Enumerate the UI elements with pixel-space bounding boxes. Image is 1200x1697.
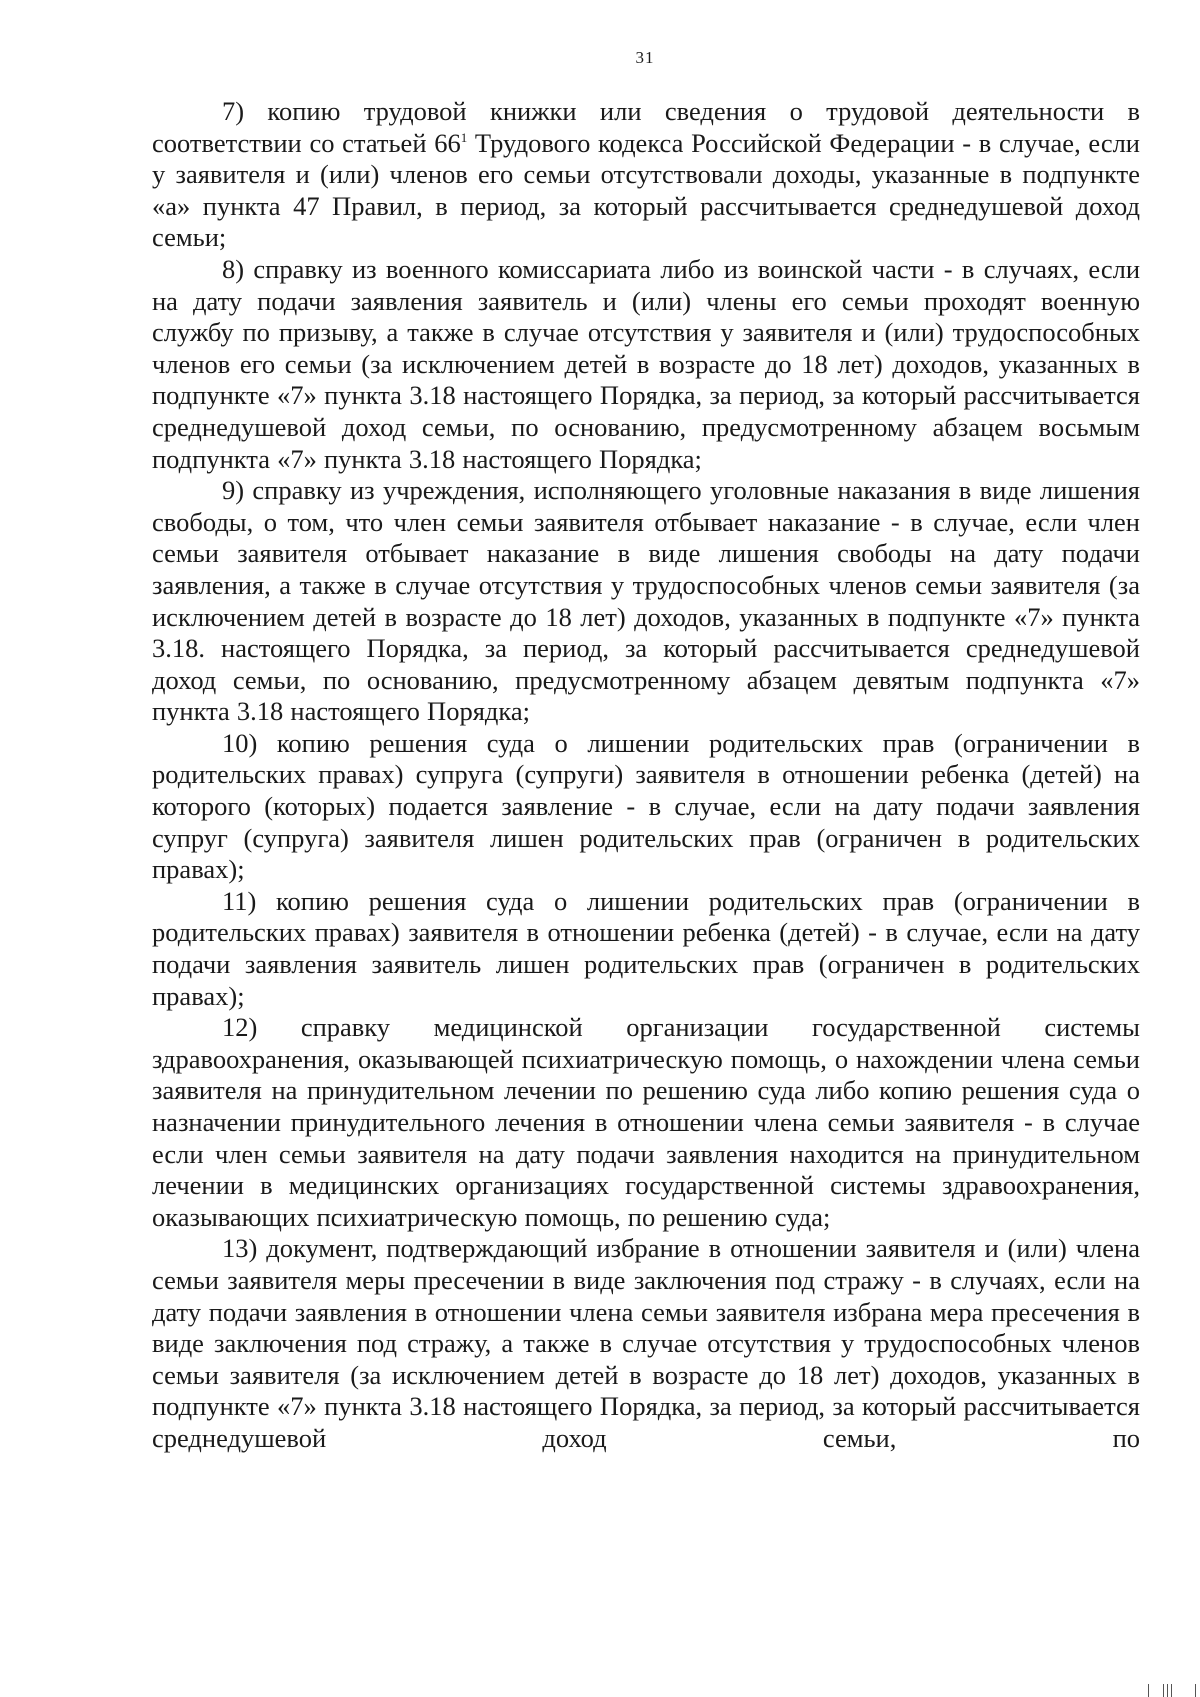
document-body — [152, 96, 1140, 1455]
paragraph-text: 7) копию трудовой книжки или сведения о трудовой деятельности в соответствии со статьей 66 — [152, 96, 1140, 158]
paragraph-item-9: 9) справку из учреждения, исполняющего уголовные наказания в виде лишения свободы, о том, что член семьи заявителя отбывает наказание - в случае, если член семьи заявителя отбывает наказание в виде лишения свободы на дату подачи заявления, а также в случае отсутствия у трудоспособных членов семьи заявителя (за исключением детей в возрасте до 18 лет) доходов, указанных в подпункте «7» пункта 3.18. настоящего Порядка, за период, за который рассчитывается среднедушевой доход семьи, по основанию, предусмотренному абзацем девятым подпункта «7» пункта 3.18 настоящего Порядка; — [152, 475, 1140, 727]
paragraph-item-10: 10) копию решения суда о лишении родительских прав (ограничении в родительских правах) супруга (супруги) заявителя в отношении ребенка (детей) на которого (которых) подается заявление - в случае, если на дату подачи заявления супруг (супруга) заявителя лишен родительских прав (ограничен в родительских правах); — [152, 727, 1140, 885]
scan-edge-marks — [1148, 1684, 1198, 1697]
paragraph-text: Трудового кодекса Российской Федерации - в случае, если у заявителя и (или) членов его семьи отсутствовали доходы, указанные в подпункте «а» пункта 47 Правил, в период, за который рассчитывается среднедушевой доход семьи; — [152, 127, 1140, 253]
paragraph-item-12: 12) справку медицинской организации государственной системы здравоохранения, оказывающей психиатрическую помощь, о нахождении члена семьи заявителя на принудительном лечении по решению суда либо копию решения суда о назначении принудительного лечения в отношении члена семьи заявителя - в случае если член семьи заявителя на дату подачи заявления находится на принудительном лечении в медицинских организациях государственной системы здравоохранения, оказывающих психиатрическую помощь, по решению суда; — [152, 1012, 1140, 1232]
page-number: 31 — [635, 48, 655, 67]
paragraph-item-8: 8) справку из военного комиссариата либо из воинской части - в случаях, если на дату подачи заявления заявитель и (или) члены его семьи проходят военную службу по призыву, а также в случае отсутствия у заявителя и (или) трудоспособных членов его семьи (за исключением детей в возрасте до 18 лет) доходов, указанных в подпункте «7» пункта 3.18 настоящего Порядка, за период, за который рассчитывается среднедушевой доход семьи, по основанию, предусмотренному абзацем восьмым подпункта «7» пункта 3.18 настоящего Порядка; — [152, 253, 1140, 474]
paragraph-item-11: 11) копию решения суда о лишении родительских прав (ограничении в родительских правах) заявителя в отношении ребенка (детей) - в случае, если на дату подачи заявления заявитель лишен родительских прав (ограничен в родительских правах); — [152, 885, 1140, 1011]
paragraph-item-7 — [152, 96, 1140, 254]
paragraph-item-13: 13) документ, подтверждающий избрание в отношении заявителя и (или) члена семьи заявителя меры пресечении в виде заключения под стражу - в случаях, если на дату подачи заявления в отношении члена семьи заявителя избрана мера пресечения в виде заключения под стражу, а также в случае отсутствия у трудоспособных членов семьи заявителя (за исключением детей в возрасте до 18 лет) доходов, указанных в подпункте «7» пункта 3.18 настоящего Порядка, за период, за который рассчитывается среднедушевой доход семьи, по — [152, 1233, 1140, 1453]
superscript: 1 — [460, 129, 468, 145]
